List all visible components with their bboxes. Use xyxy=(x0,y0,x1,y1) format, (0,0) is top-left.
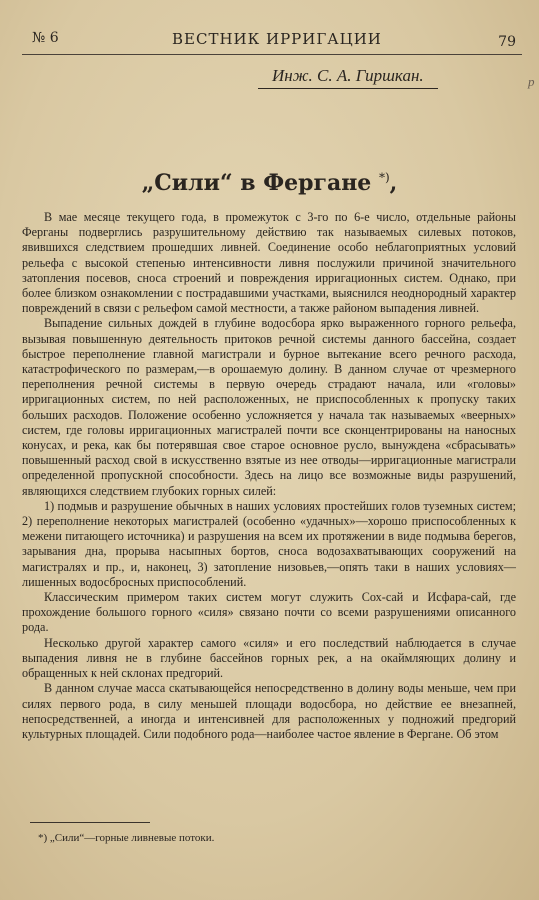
page-number: 79 xyxy=(498,34,516,50)
paragraph: В мае месяце текущего года, в промежуток с 3-го по 6-е число, отдельные районы Ферганы подверглись разрушительному действию так называемых силевых потоков, явившихся следствием прошедших ливней. Соединение особо неблагоприятных условий рельефа с высокой степенью интенсивности ливня послужили причиной значительного затопления посевов, сноса строений и повреждения ирригационных систем. Однако, при более близком ознакомлении с пострадавшими участками, выяснился неоднородный характер повреждений в связи с рельефом самой местности, а также районом выпадения ливней. xyxy=(22,210,516,316)
footnote: *) „Сили“—горные ливневые потоки. xyxy=(38,832,215,844)
paragraph: 1) подмыв и разрушение обычных в наших условиях простейших голов туземных систем; 2) переполнение некоторых магистралей (особенно «удачных»—хорошо приспособленных к межени питающего источника) и разрушения на всем их протяжении в виде подмыва берегов, зарывания дна, прорыва насыпных бортов, сноса водозахватывающих сооружений на магистралях и пр., и, наконец, 3) затопление низовьев,—опять таки в наших условиях—лишенных водосбросных приспособлений. xyxy=(22,498,516,589)
margin-mark: р xyxy=(528,74,535,89)
author-line: Инж. С. А. Гиршкан. xyxy=(258,66,438,89)
article-body xyxy=(22,210,516,742)
title-trail: , xyxy=(389,170,398,196)
title-footnote-mark: *) xyxy=(378,170,390,185)
article-title-text: „Сили“ в Фергане xyxy=(141,170,372,196)
article-title xyxy=(0,170,539,196)
running-header xyxy=(22,28,522,55)
issue-number: № 6 xyxy=(32,30,59,46)
paragraph: Классическим примером таких систем могут служить Сох-сай и Исфара-сай, где прохождение большого горного «силя» связано почти со всеми разрушениями описанного рода. xyxy=(22,590,516,635)
paragraph: Выпадение сильных дождей в глубине водосбора ярко выраженного горного рельефа, вызывая повышенную деятельность притоков речной системы данного бассейна, создает быстрое переполнение главной магистрали и бурное вытекание всего речного расхода, катастрофического по размерам,—в орошаемую долину. В данном случае от чрезмерного переполнения речной системы в первую очередь страдают начала, или «головы» ирригационных систем, по ней расположенных, не приспособленных к пропуску таких больших расходов. Положение особенно усложняется у начала так называемых «веерных» систем, где головы ирригационных магистралей почти все сконцентрированы на наносных конусах, и река, как бы потерявшая свое старое основное русло, вынуждена «сбрасывать» повышенный расход свой в искусственно взятые из нее отводы—ирригационные магистрали определенной пропускной способности. Здесь на лицо все возможные виды разрушений, являющихся следствием глубоких горных силей: xyxy=(22,316,516,498)
paragraph: Несколько другой характер самого «силя» и его последствий наблюдается в случае выпадения ливня не в глубине бассейнов горных рек, а на окаймляющих долину и обращенных к ней склонах предгорий. xyxy=(22,635,516,681)
footnote-rule xyxy=(30,822,150,823)
journal-title: ВЕСТНИК ИРРИГАЦИИ xyxy=(172,30,382,48)
paragraph: В данном случае масса скатывающейся непосредственно в долину воды меньше, чем при силях первого рода, в силу меньшей площади водосбора, но действие ее внезапней, непосредственней, а иногда и интенсивней для расположенных у подножий предгорий культурных площадей. Сили подобного рода—наиболее частое явление в Фергане. Об этом xyxy=(22,681,516,741)
